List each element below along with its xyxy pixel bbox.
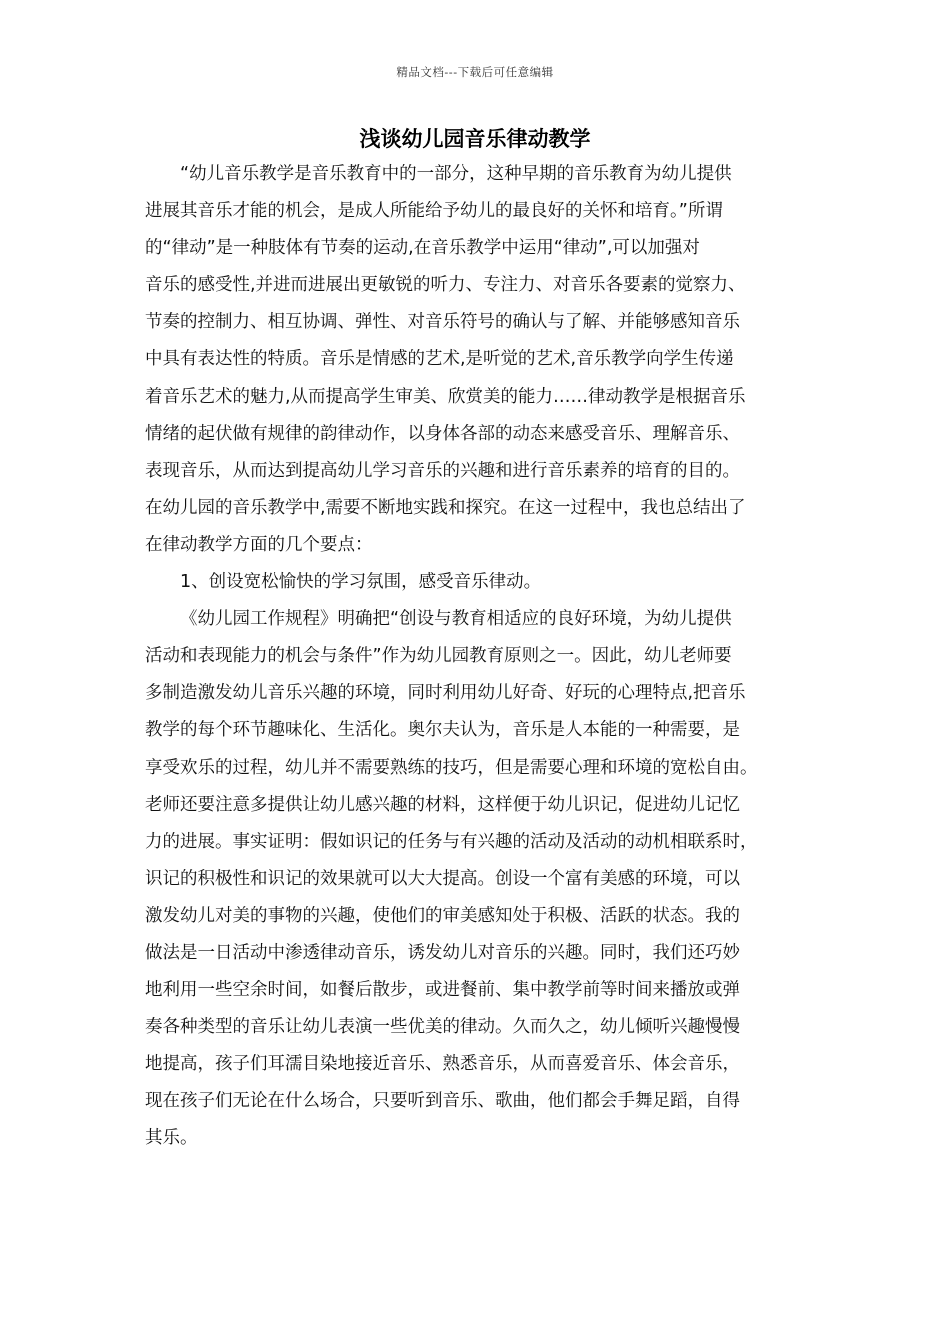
body-line: “幼儿音乐教学是音乐教育中的一部分，这种早期的音乐教育为幼儿提供 [180, 164, 732, 184]
body-line: 其乐。 [145, 1128, 198, 1149]
document-title: 浅谈幼儿园音乐律动教学 [359, 127, 591, 151]
body-line: 教学的每个环节趣味化、生活化。奥尔夫认为，音乐是人本能的一种需要，是 [145, 720, 740, 741]
body-line: 进展其音乐才能的机会，是成人所能给予幼儿的最良好的关怀和培育。”所谓 [145, 201, 723, 222]
body-line: 现在孩子们无论在什么场合，只要听到音乐、歌曲，他们都会手舞足蹈，自得 [145, 1091, 740, 1112]
body-line: 在幼儿园的音乐教学中,需要不断地实践和探究。在这一过程中，我也总结出了 [145, 497, 746, 518]
body-line: 情绪的起伏做有规律的韵律动作，以身体各部的动态来感受音乐、理解音乐、 [145, 423, 740, 444]
body-line: 着音乐艺术的魅力,从而提高学生审美、欣赏美的能力……律动教学是根据音乐 [145, 386, 746, 407]
section-heading: 1、创设宽松愉快的学习氛围，感受音乐律动。 [180, 572, 542, 593]
body-line: 力的进展。事实证明：假如识记的任务与有兴趣的活动及活动的动机相联系时， [145, 831, 758, 852]
body-line: 的“律动”是一种肢体有节奏的运动,在音乐教学中运用“律动”,可以加强对 [145, 238, 700, 259]
body-line: 识记的积极性和识记的效果就可以大大提高。创设一个富有美感的环境，可以 [145, 868, 740, 889]
body-line: 音乐的感受性,并进而进展出更敏锐的听力、专注力、对音乐各要素的觉察力、 [145, 275, 746, 296]
body-line: 表现音乐，从而达到提高幼儿学习音乐的兴趣和进行音乐素养的培育的目的。 [145, 460, 740, 481]
document-body [145, 156, 810, 1158]
body-line: 地利用一些空余时间，如餐后散步，或进餐前、集中教学前等时间来播放或弹 [145, 980, 740, 1001]
body-line: 老师还要注意多提供让幼儿感兴趣的材料，这样便于幼儿识记，促进幼儿记忆 [145, 794, 740, 815]
body-line: 奏各种类型的音乐让幼儿表演一些优美的律动。久而久之，幼儿倾听兴趣慢慢 [145, 1017, 740, 1038]
body-line: 中具有表达性的特质。音乐是情感的艺术,是听觉的艺术,音乐教学向学生传递 [145, 349, 734, 370]
body-line: 多制造激发幼儿音乐兴趣的环境，同时利用幼儿好奇、好玩的心理特点,把音乐 [145, 683, 746, 704]
body-line: 《幼儿园工作规程》明确把“创设与教育相适应的良好环境，为幼儿提供 [180, 609, 732, 630]
body-line: 做法是一日活动中渗透律动音乐，诱发幼儿对音乐的兴趣。同时，我们还巧妙 [145, 942, 740, 963]
page-header-note: 精品文档---下载后可任意编辑 [396, 65, 554, 79]
body-line: 地提高，孩子们耳濡目染地接近音乐、熟悉音乐，从而喜爱音乐、体会音乐， [145, 1054, 740, 1075]
body-line: 活动和表现能力的机会与条件”作为幼儿园教育原则之一。因此，幼儿老师要 [145, 646, 732, 667]
body-line: 激发幼儿对美的事物的兴趣，使他们的审美感知处于积极、活跃的状态。我的 [145, 905, 740, 926]
body-line: 享受欢乐的过程，幼儿并不需要熟练的技巧，但是需要心理和环境的宽松自由。 [145, 757, 758, 778]
body-line: 节奏的控制力、相互协调、弹性、对音乐符号的确认与了解、并能够感知音乐 [145, 312, 740, 333]
body-line: 在律动教学方面的几个要点： [145, 534, 373, 555]
